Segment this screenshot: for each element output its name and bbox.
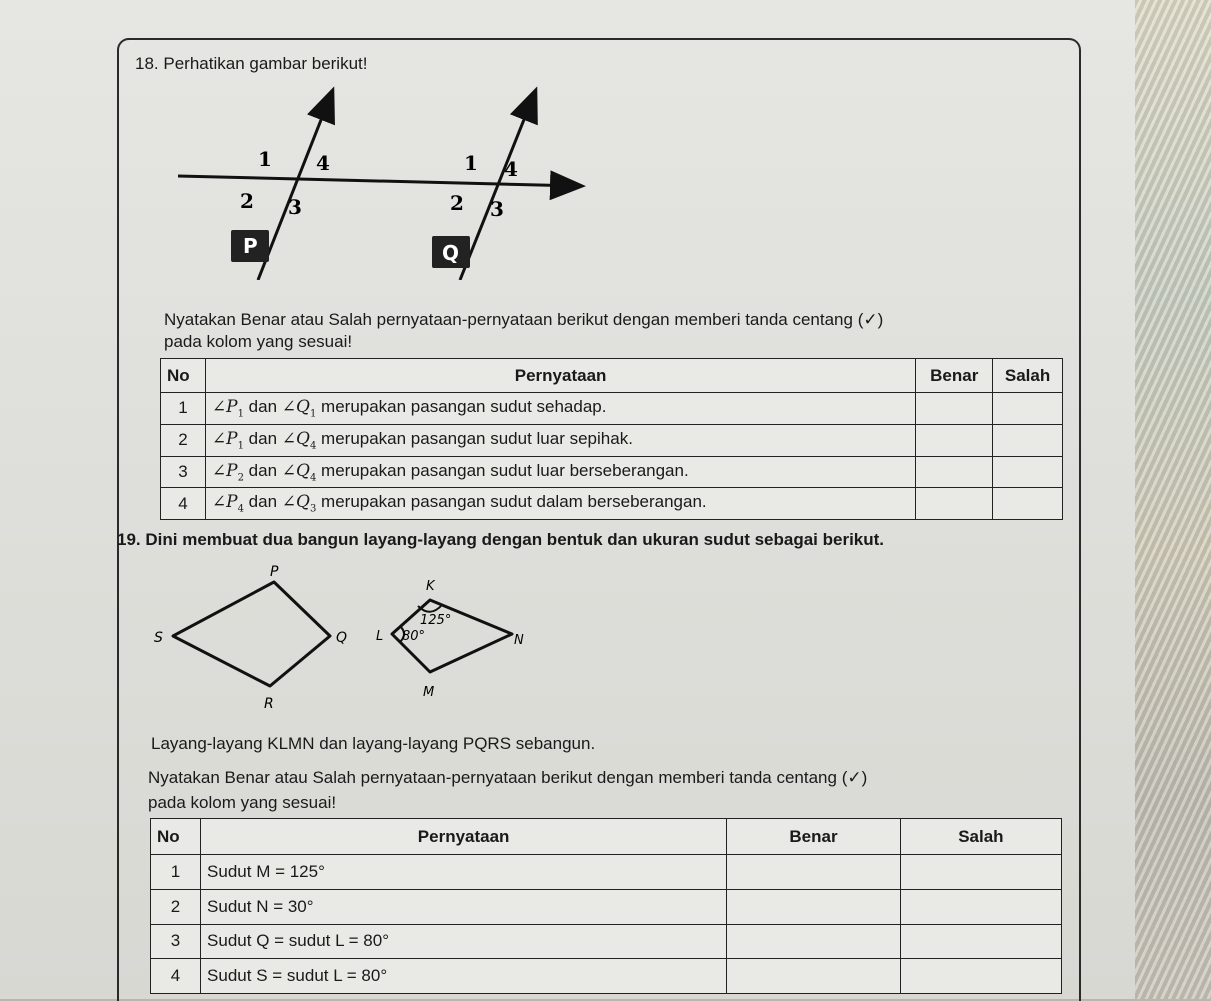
- vertex-p: P: [270, 564, 279, 580]
- true-checkbox-cell[interactable]: [727, 959, 901, 994]
- q-angle-3: 3: [490, 197, 504, 221]
- true-checkbox-cell[interactable]: [727, 889, 901, 924]
- q18-instruction-line2: pada kolom yang sesuai!: [164, 332, 353, 351]
- vertex-n: N: [514, 633, 524, 648]
- row-number: 2: [151, 889, 201, 924]
- statement-cell: $\angle P_2$ dan $\angle Q_4$ merupakan pasangan sudut luar berseberangan.: [205, 456, 915, 488]
- table-row: [151, 924, 1062, 959]
- q19-statement: Layang-layang KLMN dan layang-layang PQRS sebangun.: [151, 734, 596, 753]
- q19-header-false: Salah: [900, 819, 1061, 855]
- table-row: [151, 889, 1062, 924]
- q19-header-no: No: [151, 819, 201, 855]
- vertex-k: K: [426, 579, 435, 594]
- false-checkbox-cell[interactable]: [900, 889, 1061, 924]
- q18-header: [135, 54, 367, 74]
- statement-cell: $\angle P_1$ dan $\angle Q_1$ merupakan pasangan sudut sehadap.: [205, 393, 915, 425]
- q18-header-statement: Pernyataan: [205, 359, 915, 393]
- q18-number: 18.: [135, 54, 159, 73]
- q18-header-true: Benar: [916, 359, 993, 393]
- q18-header-false: Salah: [993, 359, 1063, 393]
- transversal-line: [178, 176, 580, 186]
- p-label: P: [243, 234, 258, 258]
- true-checkbox-cell[interactable]: [916, 488, 993, 520]
- statement-cell: Sudut Q = sudut L = 80°: [201, 924, 727, 959]
- false-checkbox-cell[interactable]: [993, 424, 1063, 456]
- row-number: 1: [161, 393, 206, 425]
- q19-header-statement: Pernyataan: [201, 819, 727, 855]
- q18-statement-table: [160, 358, 1063, 520]
- q-label: Q: [442, 241, 460, 265]
- statement-cell: $\angle P_1$ dan $\angle Q_4$ merupakan pasangan sudut luar sepihak.: [205, 424, 915, 456]
- vertex-r: R: [264, 696, 274, 712]
- statement-cell: Sudut M = 125°: [201, 855, 727, 890]
- false-checkbox-cell[interactable]: [900, 855, 1061, 890]
- q19-statement-table: [150, 818, 1062, 994]
- p-angle-4: 4: [316, 151, 330, 175]
- q-angle-1: 1: [464, 151, 478, 175]
- table-row: [151, 959, 1062, 994]
- q19-header-true: Benar: [727, 819, 901, 855]
- table-row: [161, 424, 1063, 456]
- statement-cell: Sudut S = sudut L = 80°: [201, 959, 727, 994]
- true-checkbox-cell[interactable]: [916, 424, 993, 456]
- table-row: [161, 488, 1063, 520]
- true-checkbox-cell[interactable]: [727, 855, 901, 890]
- row-number: 4: [151, 959, 201, 994]
- row-number: 2: [161, 424, 206, 456]
- statement-cell: $\angle P_4$ dan $\angle Q_3$ merupakan pasangan sudut dalam berseberangan.: [205, 488, 915, 520]
- table-row: [161, 393, 1063, 425]
- row-number: 3: [161, 456, 206, 488]
- true-checkbox-cell[interactable]: [727, 924, 901, 959]
- false-checkbox-cell[interactable]: [993, 488, 1063, 520]
- statement-cell: Sudut N = 30°: [201, 889, 727, 924]
- table-row: [151, 855, 1062, 890]
- q19-instruction-line1: Nyatakan Benar atau Salah pernyataan-pernyataan berikut dengan memberi tanda centang (✓): [148, 768, 868, 787]
- q18-prompt: Perhatikan gambar berikut!: [163, 54, 368, 73]
- q18-header-no: No: [161, 359, 206, 393]
- q-angle-4: 4: [504, 157, 518, 181]
- vertex-s: S: [154, 630, 163, 646]
- false-checkbox-cell[interactable]: [993, 456, 1063, 488]
- true-checkbox-cell[interactable]: [916, 393, 993, 425]
- line-through-p: [258, 92, 332, 280]
- table-row: [161, 456, 1063, 488]
- p-angle-3: 3: [288, 195, 302, 219]
- row-number: 4: [161, 488, 206, 520]
- vertex-q: Q: [336, 630, 348, 646]
- true-checkbox-cell[interactable]: [916, 456, 993, 488]
- false-checkbox-cell[interactable]: [993, 393, 1063, 425]
- q18-parallel-lines-figure: [170, 80, 600, 280]
- q19-kites-figure: [140, 560, 560, 720]
- q-angle-2: 2: [450, 191, 464, 215]
- false-checkbox-cell[interactable]: [900, 959, 1061, 994]
- q19-number: 19.: [117, 530, 141, 549]
- p-angle-1: 1: [258, 147, 272, 171]
- row-number: 1: [151, 855, 201, 890]
- angle-k-value: 125°: [420, 613, 452, 628]
- kite-pqrs: [173, 582, 330, 686]
- p-angle-2: 2: [240, 189, 254, 213]
- q19-prompt: Dini membuat dua bangun layang-layang dengan bentuk dan ukuran sudut sebagai berikut.: [145, 530, 885, 549]
- q19-header: [117, 530, 884, 550]
- false-checkbox-cell[interactable]: [900, 924, 1061, 959]
- row-number: 3: [151, 924, 201, 959]
- q18-instruction-line1: Nyatakan Benar atau Salah pernyataan-pernyataan berikut dengan memberi tanda centang (✓): [164, 310, 884, 329]
- q19-instruction-line2: pada kolom yang sesuai!: [148, 793, 337, 812]
- angle-l-value: 80°: [402, 629, 426, 644]
- vertex-m: M: [423, 685, 435, 700]
- vertex-l: L: [376, 629, 384, 644]
